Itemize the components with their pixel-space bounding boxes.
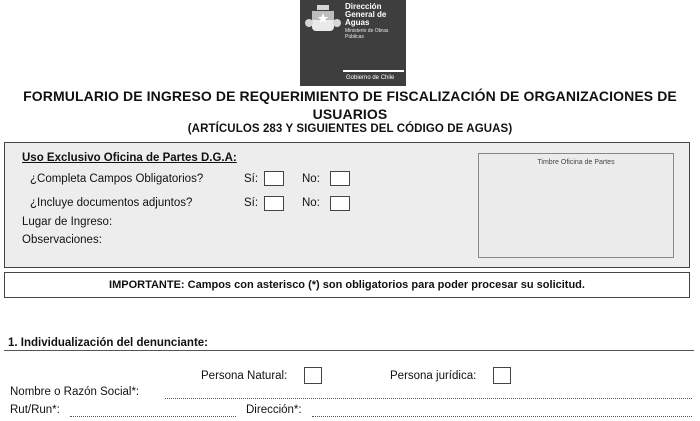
- logo-ministry: [345, 28, 388, 40]
- q1-no-checkbox[interactable]: [330, 171, 350, 186]
- rut-run-label: Rut/Run*:: [10, 404, 60, 416]
- logo-line3: Aguas: [345, 18, 370, 27]
- q1-yes-checkbox[interactable]: [264, 171, 284, 186]
- important-text: Campos con asterisco (*) son obligatorios para poder procesar su solicitud.: [184, 279, 585, 291]
- section1-divider: [4, 350, 694, 351]
- chile-coat-of-arms-icon: [304, 3, 342, 35]
- important-notice: [4, 272, 690, 298]
- observaciones-label: Observaciones:: [22, 234, 102, 246]
- logo-ministry-line1: Ministerio de Obras: [345, 28, 389, 34]
- form-title-line2: USUARIOS: [312, 106, 388, 122]
- direccion-field[interactable]: [312, 416, 692, 417]
- persona-natural-checkbox[interactable]: [304, 367, 322, 384]
- q-documentos-adjuntos: ¿Incluye documentos adjuntos?: [30, 197, 193, 209]
- nombre-razon-social-label: Nombre o Razón Social*:: [10, 386, 140, 398]
- logo-divider: [343, 70, 404, 72]
- logo-gov-label: Gobierno de Chile: [346, 75, 395, 81]
- q2-no-label: No:: [302, 197, 320, 209]
- form-subtitle: (ARTÍCULOS 283 Y SIGUIENTES DEL CÓDIGO DE AGUAS): [187, 123, 513, 135]
- q-campos-obligatorios: ¿Completa Campos Obligatorios?: [30, 173, 204, 185]
- logo-ministry-line2: Públicas: [345, 34, 364, 40]
- q2-no-checkbox[interactable]: [330, 196, 350, 211]
- q1-no-label: No:: [302, 173, 320, 185]
- dga-logo: [300, 0, 406, 86]
- persona-juridica-label: Persona jurídica:: [390, 370, 477, 382]
- rut-run-field[interactable]: [70, 416, 236, 417]
- stamp-label: Timbre Oficina de Partes: [537, 159, 615, 166]
- form-title-line1: FORMULARIO DE INGRESO DE REQUERIMIENTO DE FISCALIZACIÓN DE ORGANIZACIONES DE: [23, 88, 677, 104]
- direccion-label: Dirección*:: [246, 404, 302, 416]
- q2-yes-checkbox[interactable]: [264, 196, 284, 211]
- logo-line1: Dirección: [345, 2, 382, 11]
- nombre-razon-social-field[interactable]: [165, 398, 692, 399]
- office-heading: Uso Exclusivo Oficina de Partes D.G.A:: [22, 152, 237, 164]
- q2-yes-label: Sí:: [244, 197, 259, 209]
- q1-yes-label: Sí:: [244, 173, 259, 185]
- persona-juridica-checkbox[interactable]: [493, 367, 511, 384]
- logo-title: [345, 3, 386, 27]
- lugar-ingreso-label: Lugar de Ingreso:: [22, 216, 113, 228]
- persona-natural-label: Persona Natural:: [201, 370, 288, 382]
- important-prefix: IMPORTANTE:: [109, 279, 185, 291]
- stamp-area: [478, 153, 674, 258]
- logo-line2: General de: [345, 10, 387, 19]
- section1-heading: 1. Individualización del denunciante:: [8, 337, 209, 349]
